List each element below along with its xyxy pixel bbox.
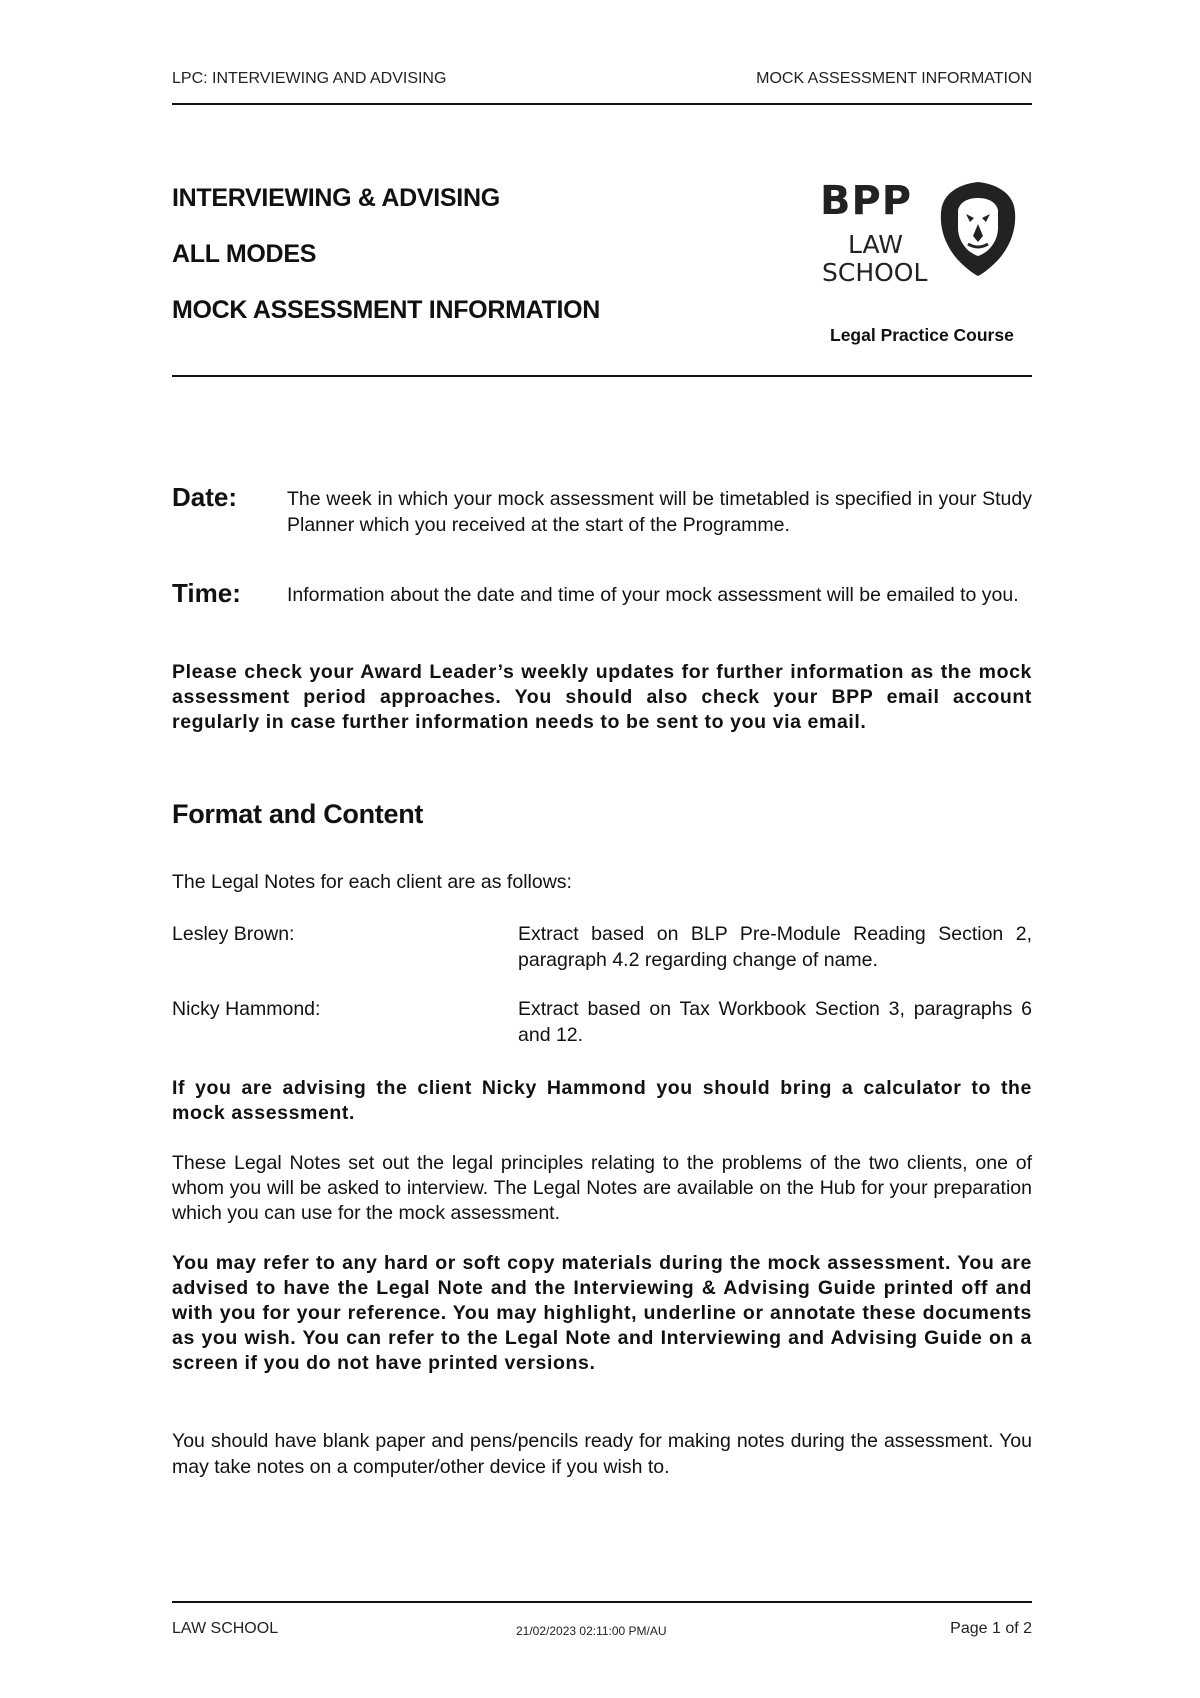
calculator-note: If you are advising the client Nicky Hammond you should bring a calculator to the mock assessment. (172, 1077, 1032, 1124)
notes-paragraph: You should have blank paper and pens/pencils ready for making notes during the assessment. You may take notes on a computer/other device if you wish to. (172, 1430, 1032, 1478)
logo-line-law: LAW (848, 230, 903, 259)
date-label: Date: (172, 482, 238, 512)
award-leader-notice: Please check your Award Leader’s weekly updates for further information as the mock assessment period approaches. You should also check your BPP email account regularly in case further information needs to be sent to you via email. (172, 661, 1032, 733)
header-rule (172, 103, 1032, 105)
title-rule (172, 375, 1032, 377)
format-heading: Format and Content (172, 799, 424, 829)
header-left: LPC: INTERVIEWING AND ADVISING (172, 70, 447, 87)
time-text: Information about the date and time of your mock assessment will be emailed to you. (287, 584, 1019, 606)
page-number: Page 1 of 2 (950, 1620, 1032, 1637)
footer-timestamp: 21/02/2023 02:11:00 PM/AU (516, 1624, 667, 1638)
course-name: Legal Practice Course (830, 325, 1014, 345)
title-line-2: ALL MODES (172, 240, 317, 268)
title-line-1: INTERVIEWING & ADVISING (172, 184, 500, 212)
bpp-logo (820, 178, 1020, 288)
materials-note: You may refer to any hard or soft copy materials during the mock assessment. You are advised to have the Legal Note and the Interviewing & Advising Guide printed off and with you for your reference. You may highlight, underline or annotate these documents as you wish. You can refer to the Legal Note and Interviewing and Advising Guide on a screen if you do not have printed versions. (172, 1252, 1032, 1374)
title-line-3: MOCK ASSESSMENT INFORMATION (172, 296, 601, 324)
time-label: Time: (172, 578, 241, 608)
logo-brand: BPP (820, 178, 913, 224)
logo-line-school: SCHOOL (822, 258, 928, 287)
legal-notes-paragraph: These Legal Notes set out the legal principles relating to the problems of the two clients, one of whom you will be asked to interview. The Legal Notes are available on the Hub for your preparation which you can use for the mock assessment. (172, 1152, 1032, 1224)
date-text: The week in which your mock assessment will be timetabled is specified in your Study Planner which you received at the start of the Programme. (287, 488, 1032, 536)
footer-left: LAW SCHOOL (172, 1620, 279, 1637)
format-intro: The Legal Notes for each client are as follows: (172, 871, 572, 893)
client-text-2: Extract based on Tax Workbook Section 3, paragraphs 6 and 12. (518, 998, 1032, 1046)
header-right: MOCK ASSESSMENT INFORMATION (756, 70, 1032, 87)
footer-rule (172, 1601, 1032, 1603)
client-text-1: Extract based on BLP Pre-Module Reading Section 2, paragraph 4.2 regarding change of name. (518, 923, 1032, 971)
lion-shield-icon (938, 180, 1018, 278)
client-name-2: Nicky Hammond: (172, 998, 321, 1020)
client-name-1: Lesley Brown: (172, 923, 295, 945)
